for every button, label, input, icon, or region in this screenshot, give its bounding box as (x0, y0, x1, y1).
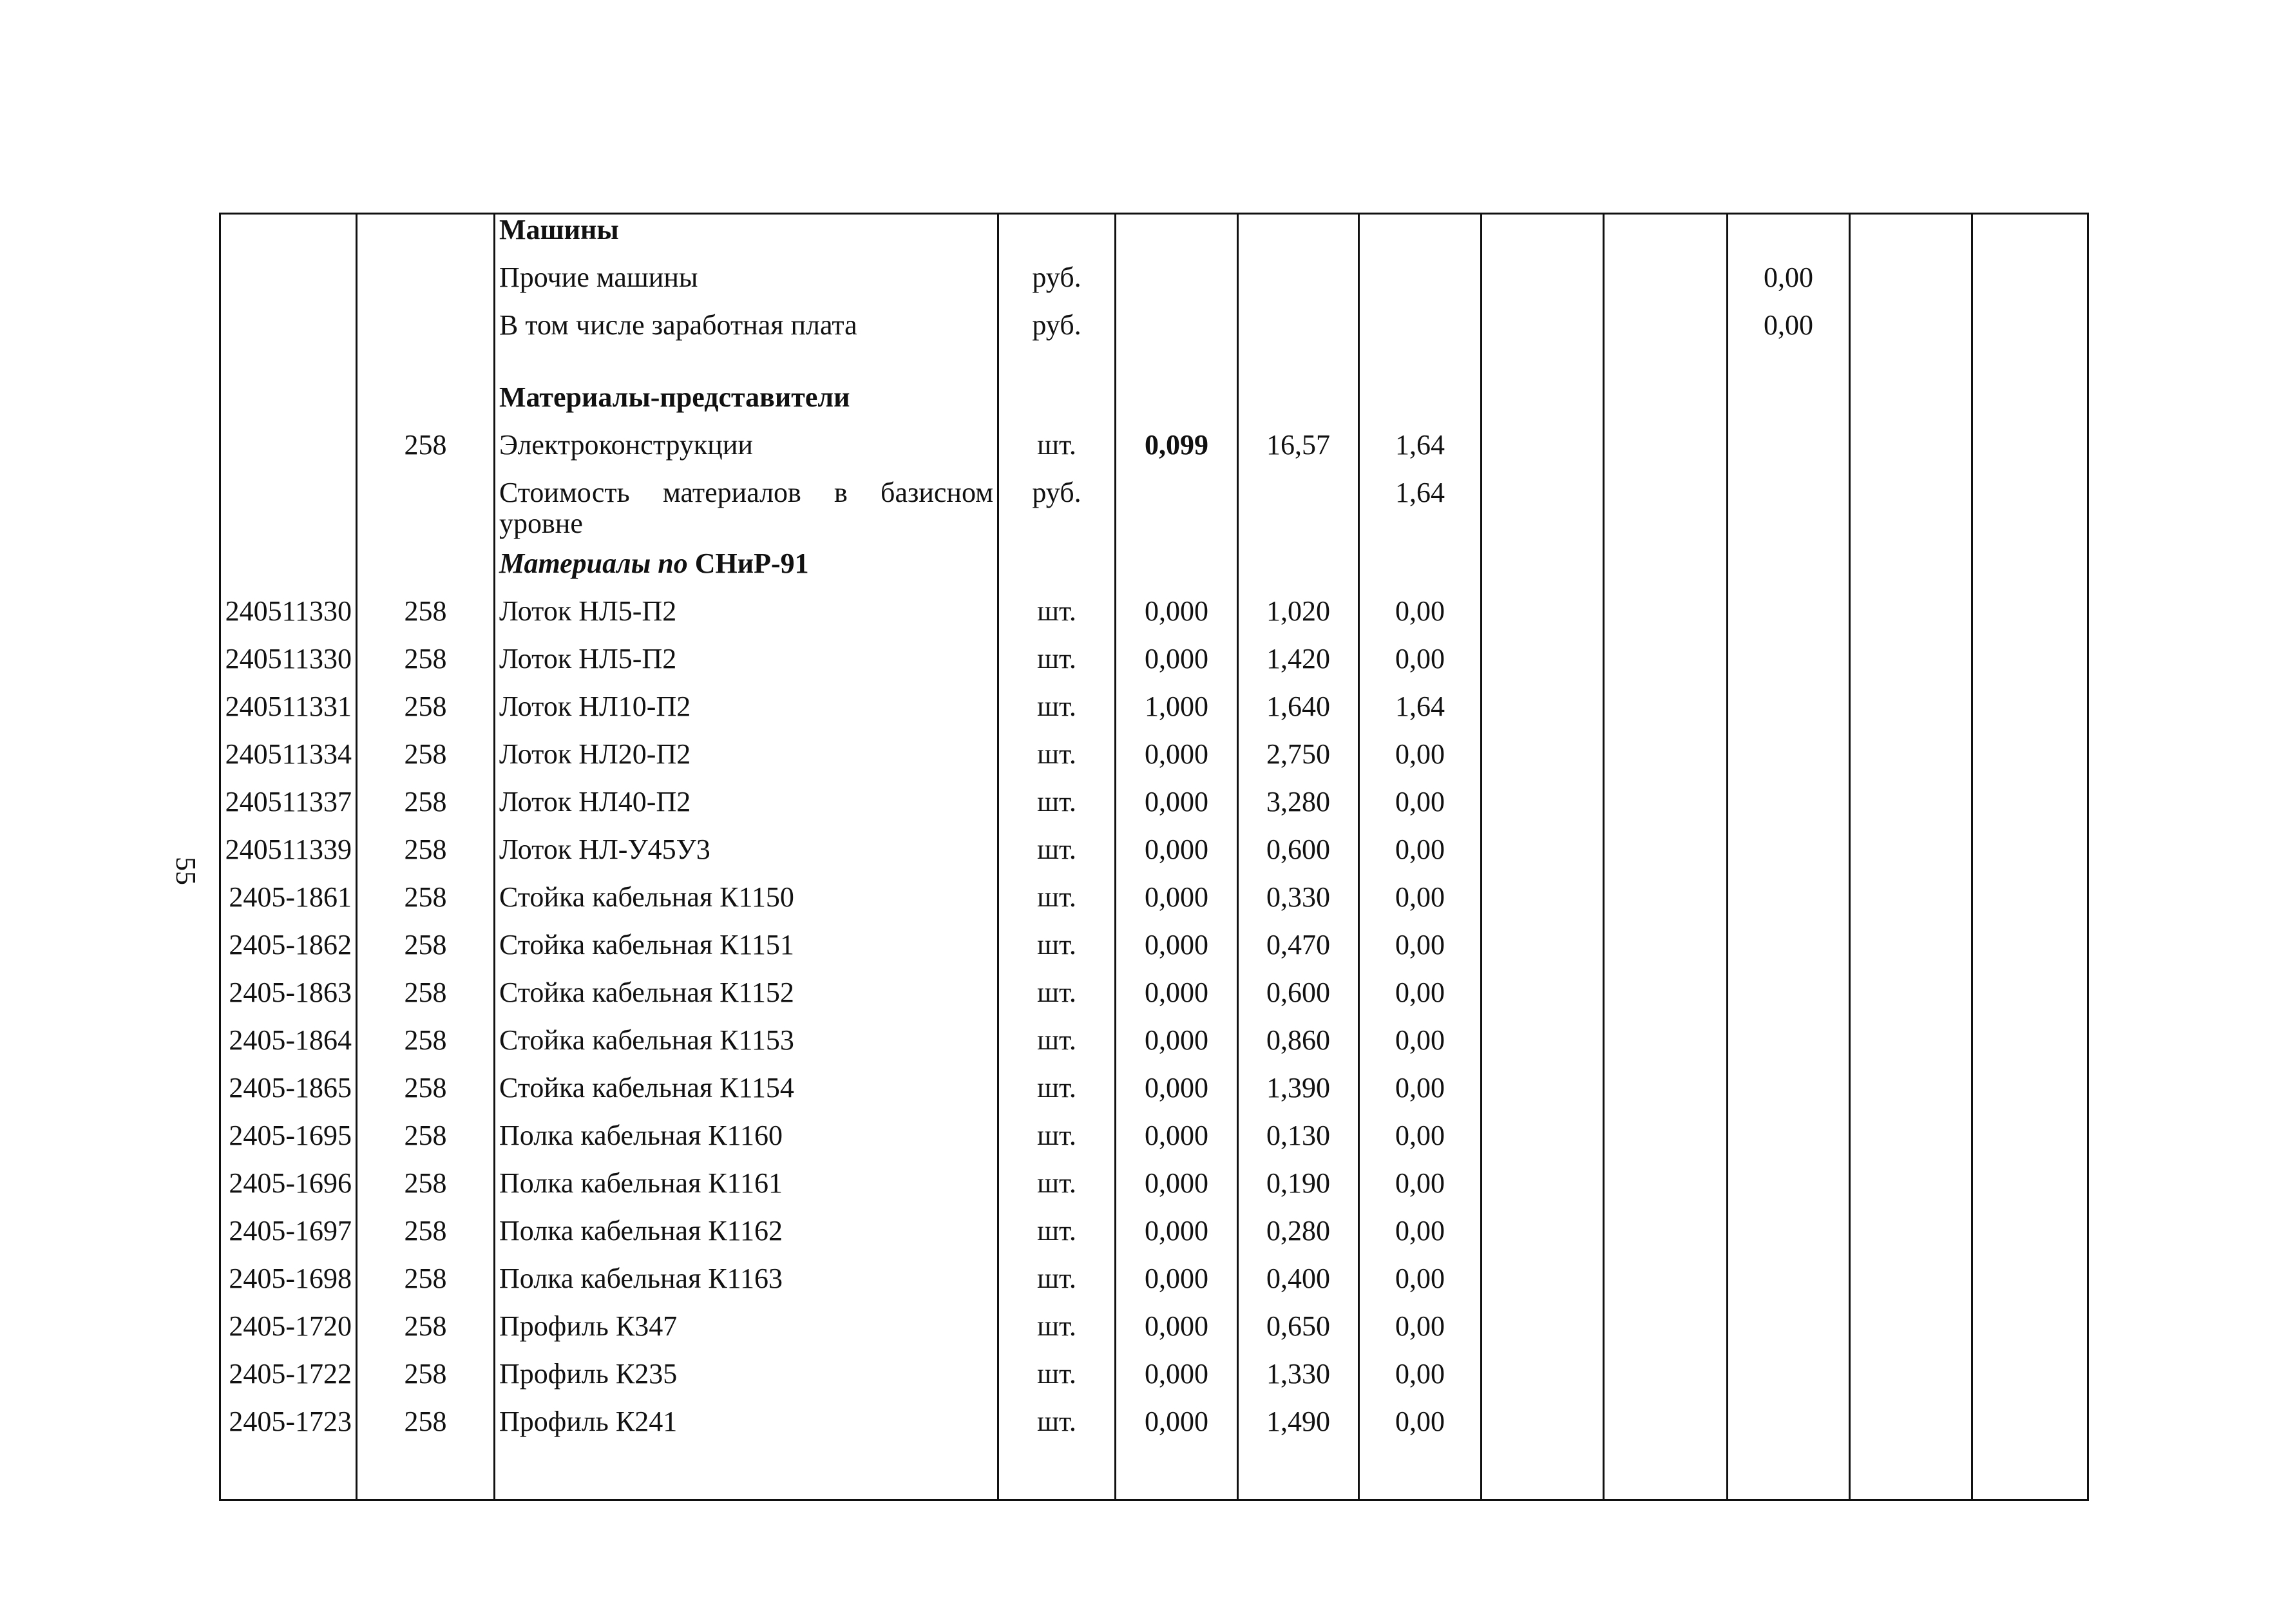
section-row-representatives (220, 382, 2088, 430)
table-row (220, 644, 2088, 691)
item-number: 258 (357, 1406, 495, 1454)
item-value-1: 0,000 (1116, 1216, 1238, 1263)
item-value-1: 0,000 (1116, 1073, 1238, 1120)
item-name: Лоток НЛ10-П2 (495, 691, 998, 739)
item-number: 258 (357, 787, 495, 834)
item-value-3: 0,00 (1359, 1406, 1481, 1454)
item-number: 258 (357, 882, 495, 930)
item-value-1: 0,000 (1116, 787, 1238, 834)
item-value-3: 0,00 (1359, 739, 1481, 787)
item-code: 240511339 (220, 834, 357, 882)
item-unit: руб. (998, 310, 1116, 358)
item-number: 258 (357, 977, 495, 1025)
item-number: 258 (357, 739, 495, 787)
item-code: 2405-1862 (220, 930, 357, 977)
item-value-3: 0,00 (1359, 596, 1481, 644)
item-code: 2405-1697 (220, 1216, 357, 1263)
item-value-1: 0,000 (1116, 1120, 1238, 1168)
resource-table (219, 213, 2089, 1501)
item-number: 258 (357, 430, 495, 477)
item-value-1: 0,000 (1116, 977, 1238, 1025)
item-unit: шт. (998, 1359, 1116, 1406)
item-value-2: 1,490 (1238, 1406, 1359, 1454)
item-unit: шт. (998, 739, 1116, 787)
table-row (220, 477, 2088, 548)
item-code: 240511334 (220, 739, 357, 787)
table-row (220, 1263, 2088, 1311)
item-unit: шт. (998, 1120, 1116, 1168)
table-row (220, 1073, 2088, 1120)
table-row (220, 739, 2088, 787)
item-unit: шт. (998, 1216, 1116, 1263)
item-value-1: 0,000 (1116, 834, 1238, 882)
item-name: Полка кабельная К1162 (495, 1216, 998, 1263)
item-value-1: 0,000 (1116, 1406, 1238, 1454)
table-row (220, 882, 2088, 930)
item-value-2: 16,57 (1238, 430, 1359, 477)
item-unit: шт. (998, 430, 1116, 477)
table-row (220, 1406, 2088, 1454)
item-value-1: 0,000 (1116, 644, 1238, 691)
section-title-representatives: Материалы-представители (495, 382, 998, 430)
item-value-3: 1,64 (1359, 691, 1481, 739)
section-title-prefix: Материалы по (499, 548, 695, 579)
table-row (220, 691, 2088, 739)
item-name: Профиль К347 (495, 1311, 998, 1359)
item-name: Лоток НЛ5-П2 (495, 596, 998, 644)
item-code: 2405-1864 (220, 1025, 357, 1073)
item-code: 2405-1695 (220, 1120, 357, 1168)
item-code: 2405-1861 (220, 882, 357, 930)
item-value-3: 0,00 (1359, 1263, 1481, 1311)
item-code: 2405-1865 (220, 1073, 357, 1120)
item-value-3: 0,00 (1359, 787, 1481, 834)
item-value-2: 1,640 (1238, 691, 1359, 739)
section-row-machines (220, 214, 2088, 263)
table-row (220, 310, 2088, 358)
item-unit: шт. (998, 787, 1116, 834)
item-value-2: 1,330 (1238, 1359, 1359, 1406)
item-name: Стоимость материалов в базисном уровне (495, 477, 998, 548)
item-value-2: 0,860 (1238, 1025, 1359, 1073)
item-code: 2405-1722 (220, 1359, 357, 1406)
item-number: 258 (357, 1073, 495, 1120)
section-row-snir (220, 548, 2088, 596)
spacer-row (220, 358, 2088, 382)
item-value-1: 0,000 (1116, 1263, 1238, 1311)
item-number: 258 (357, 691, 495, 739)
table-row (220, 977, 2088, 1025)
item-number: 258 (357, 1216, 495, 1263)
item-name: Полка кабельная К1160 (495, 1120, 998, 1168)
item-number: 258 (357, 1359, 495, 1406)
item-number: 258 (357, 1025, 495, 1073)
item-number: 258 (357, 644, 495, 691)
item-name: Стойка кабельная К1152 (495, 977, 998, 1025)
item-value-3: 0,00 (1359, 1120, 1481, 1168)
item-value-2: 3,280 (1238, 787, 1359, 834)
table-row (220, 262, 2088, 310)
table-row (220, 930, 2088, 977)
item-value-3: 0,00 (1359, 1311, 1481, 1359)
table-row (220, 1216, 2088, 1263)
item-value-2: 0,470 (1238, 930, 1359, 977)
item-name: Прочие машины (495, 262, 998, 310)
item-unit: шт. (998, 596, 1116, 644)
item-name: Полка кабельная К1161 (495, 1168, 998, 1216)
section-title-suffix: СНиР-91 (694, 548, 809, 579)
item-value-3: 0,00 (1359, 1025, 1481, 1073)
item-code: 2405-1696 (220, 1168, 357, 1216)
item-value-2: 0,280 (1238, 1216, 1359, 1263)
item-value-3: 0,00 (1359, 834, 1481, 882)
table-row (220, 596, 2088, 644)
item-code: 2405-1863 (220, 977, 357, 1025)
item-code: 2405-1698 (220, 1263, 357, 1311)
item-extra-value: 0,00 (1728, 262, 1850, 310)
item-number: 258 (357, 930, 495, 977)
item-value-3: 0,00 (1359, 1168, 1481, 1216)
item-number: 258 (357, 1168, 495, 1216)
table-row (220, 834, 2088, 882)
item-code: 240511330 (220, 596, 357, 644)
page-number: 55 (170, 857, 202, 885)
item-value-2: 0,190 (1238, 1168, 1359, 1216)
item-name: Лоток НЛ20-П2 (495, 739, 998, 787)
item-name: Лоток НЛ-У45У3 (495, 834, 998, 882)
item-value-1: 0,000 (1116, 739, 1238, 787)
item-value-2: 0,600 (1238, 834, 1359, 882)
item-value-3: 0,00 (1359, 1359, 1481, 1406)
item-value-1: 0,000 (1116, 930, 1238, 977)
item-value-3: 1,64 (1359, 477, 1481, 548)
item-value-2: 0,400 (1238, 1263, 1359, 1311)
table-row (220, 1311, 2088, 1359)
item-value-1: 0,000 (1116, 1025, 1238, 1073)
item-code: 2405-1720 (220, 1311, 357, 1359)
table-row (220, 1359, 2088, 1406)
item-value-1: 1,000 (1116, 691, 1238, 739)
filler-row (220, 1454, 2088, 1500)
item-number: 258 (357, 1120, 495, 1168)
item-value-3: 0,00 (1359, 1216, 1481, 1263)
item-unit: шт. (998, 1406, 1116, 1454)
item-name: Профиль К241 (495, 1406, 998, 1454)
item-unit: шт. (998, 1073, 1116, 1120)
item-number: 258 (357, 1311, 495, 1359)
item-code: 240511330 (220, 644, 357, 691)
item-value-3: 0,00 (1359, 882, 1481, 930)
item-unit: шт. (998, 930, 1116, 977)
item-name: Стойка кабельная К1154 (495, 1073, 998, 1120)
item-value-1: 0,000 (1116, 1168, 1238, 1216)
item-value-2: 0,600 (1238, 977, 1359, 1025)
item-unit: шт. (998, 1263, 1116, 1311)
item-value-2: 1,390 (1238, 1073, 1359, 1120)
item-name: Стойка кабельная К1153 (495, 1025, 998, 1073)
item-unit: шт. (998, 834, 1116, 882)
item-extra-value: 0,00 (1728, 310, 1850, 358)
item-unit: шт. (998, 1311, 1116, 1359)
section-title-machines: Машины (495, 214, 998, 263)
item-name: Стойка кабельная К1151 (495, 930, 998, 977)
item-value-3: 0,00 (1359, 977, 1481, 1025)
table-row (220, 1168, 2088, 1216)
table-row (220, 787, 2088, 834)
item-code: 240511331 (220, 691, 357, 739)
item-value-3: 0,00 (1359, 644, 1481, 691)
item-unit: шт. (998, 1168, 1116, 1216)
table-row (220, 430, 2088, 477)
item-value-3: 0,00 (1359, 1073, 1481, 1120)
item-code: 2405-1723 (220, 1406, 357, 1454)
item-name: Лоток НЛ5-П2 (495, 644, 998, 691)
item-number: 258 (357, 1263, 495, 1311)
item-unit: шт. (998, 644, 1116, 691)
table-row (220, 1025, 2088, 1073)
item-name: Профиль К235 (495, 1359, 998, 1406)
item-value-2: 2,750 (1238, 739, 1359, 787)
item-value-1: 0,000 (1116, 1359, 1238, 1406)
item-value-1: 0,099 (1116, 430, 1238, 477)
item-value-2: 0,130 (1238, 1120, 1359, 1168)
item-name: Стойка кабельная К1150 (495, 882, 998, 930)
item-value-1: 0,000 (1116, 596, 1238, 644)
item-unit: руб. (998, 477, 1116, 548)
item-name: Электроконструкции (495, 430, 998, 477)
item-unit: руб. (998, 262, 1116, 310)
item-unit: шт. (998, 882, 1116, 930)
item-value-2: 0,330 (1238, 882, 1359, 930)
item-unit: шт. (998, 691, 1116, 739)
table-row (220, 1120, 2088, 1168)
item-name: Лоток НЛ40-П2 (495, 787, 998, 834)
item-number: 258 (357, 834, 495, 882)
item-value-2: 1,420 (1238, 644, 1359, 691)
item-value-1: 0,000 (1116, 1311, 1238, 1359)
item-unit: шт. (998, 1025, 1116, 1073)
item-value-3: 0,00 (1359, 930, 1481, 977)
item-unit: шт. (998, 977, 1116, 1025)
item-value-2: 0,650 (1238, 1311, 1359, 1359)
item-value-1: 0,000 (1116, 882, 1238, 930)
item-name: Полка кабельная К1163 (495, 1263, 998, 1311)
item-value-3: 1,64 (1359, 430, 1481, 477)
item-name: В том числе заработная плата (495, 310, 998, 358)
section-title-snir (495, 548, 998, 596)
item-number: 258 (357, 596, 495, 644)
item-value-2: 1,020 (1238, 596, 1359, 644)
item-code: 240511337 (220, 787, 357, 834)
